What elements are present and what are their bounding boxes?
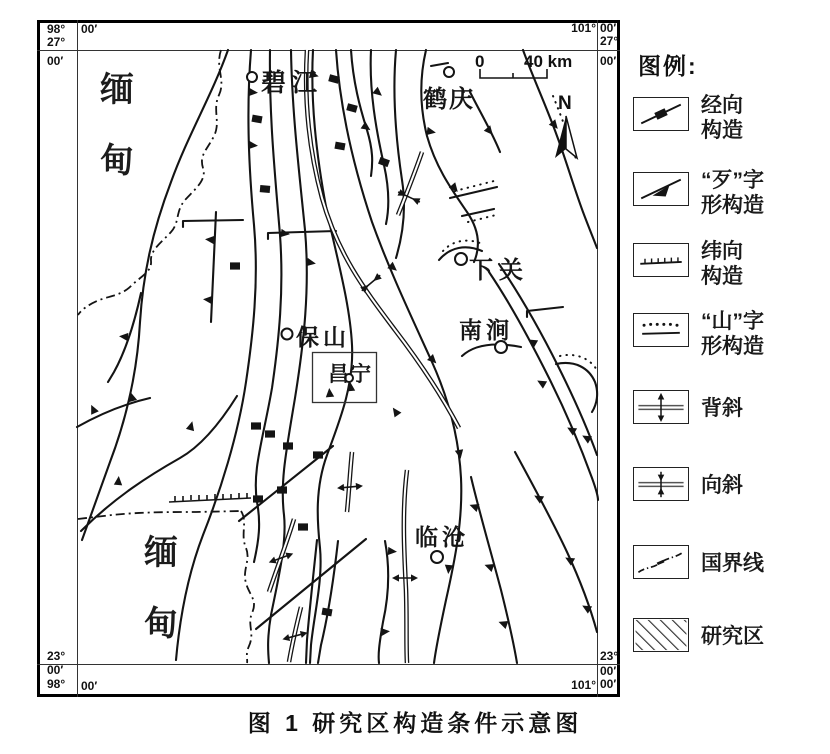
coord-tl-lon: 98°: [47, 22, 66, 36]
coord-bl-lat: 23°: [47, 649, 66, 663]
legend-label-latitudinal: 纬向 构造: [701, 240, 743, 288]
label-myanmar-north-char1: 缅: [100, 71, 134, 109]
coord-bl-lat-min: 00′: [47, 663, 64, 677]
legend-label-study-area: 研究区: [701, 625, 764, 648]
dai-shaped-structure-icon: [634, 173, 688, 205]
label-heqing: 鹤庆: [423, 86, 475, 113]
shan-shaped-structure-icon: [634, 314, 688, 346]
legend-symbol-dai: [633, 172, 689, 206]
coord-tr-lat-min: 00′: [600, 54, 617, 68]
legend-title: 图例:: [638, 53, 698, 79]
coord-br-lat-min: 00′: [600, 664, 617, 678]
coord-br-lon-min: 00′: [600, 677, 617, 691]
label-nanjian: 南涧: [459, 317, 513, 343]
legend-label-meridional: 经向 构造: [701, 94, 743, 142]
legend-symbol-latitudinal: [633, 243, 689, 277]
coord-bl-lon-min: 00′: [81, 679, 98, 693]
coord-tr-lon: 101°: [571, 21, 596, 35]
legend-label-boundary: 国界线: [701, 552, 764, 575]
label-xiaguan: 下关: [469, 257, 529, 284]
coord-br-lat: 23°: [600, 649, 619, 663]
legend-symbol-shan: [633, 313, 689, 347]
hachured-line: [169, 493, 251, 502]
national-boundary-icon: [634, 546, 688, 578]
coord-br-lon: 101°: [571, 678, 596, 692]
label-lincang: 临沧: [415, 524, 469, 550]
legend-label-dai: “歹”字 形构造: [701, 169, 764, 217]
coord-tl-lon-min: 00′: [81, 22, 98, 36]
coord-tr-lat: 27°: [600, 34, 619, 48]
label-myanmar-north: [100, 70, 134, 212]
coord-tl-lat: 27°: [47, 35, 66, 49]
label-myanmar-south: [144, 533, 178, 675]
legend-symbol-boundary: [633, 545, 689, 579]
latitudinal-structure-icon: [634, 244, 688, 276]
study-area-icon: [634, 619, 688, 651]
figure-caption: 图 1 研究区构造条件示意图: [247, 710, 583, 736]
label-bijiang: 碧江: [261, 69, 324, 97]
label-myanmar-north-char2: 甸: [100, 142, 134, 180]
legend-symbol-meridional: [633, 97, 689, 131]
label-myanmar-south-char2: 甸: [144, 605, 178, 643]
label-baoshan: 保山: [296, 324, 350, 350]
legend-label-syncline: 向斜: [701, 474, 743, 497]
meridional-structure-icon: [634, 98, 688, 130]
legend-label-anticline: 背斜: [701, 397, 743, 420]
coord-tr-lon-min: 00′: [600, 21, 617, 35]
coord-bl-lon: 98°: [47, 677, 66, 691]
label-changning: 昌宁: [328, 363, 372, 386]
label-myanmar-south-char1: 缅: [144, 534, 178, 572]
legend-label-shan: “山”字 形构造: [701, 310, 764, 358]
syncline-icon: [634, 468, 688, 500]
scale-zero: 0: [475, 52, 485, 71]
legend-symbol-syncline: [633, 467, 689, 501]
anticline-icon: [634, 391, 688, 423]
legend-symbol-study-area: [633, 618, 689, 652]
scale-forty-km: 40 km: [524, 52, 573, 71]
north-label: N: [558, 93, 572, 114]
legend-symbol-anticline: [633, 390, 689, 424]
coord-tl-lat-min: 00′: [47, 54, 64, 68]
